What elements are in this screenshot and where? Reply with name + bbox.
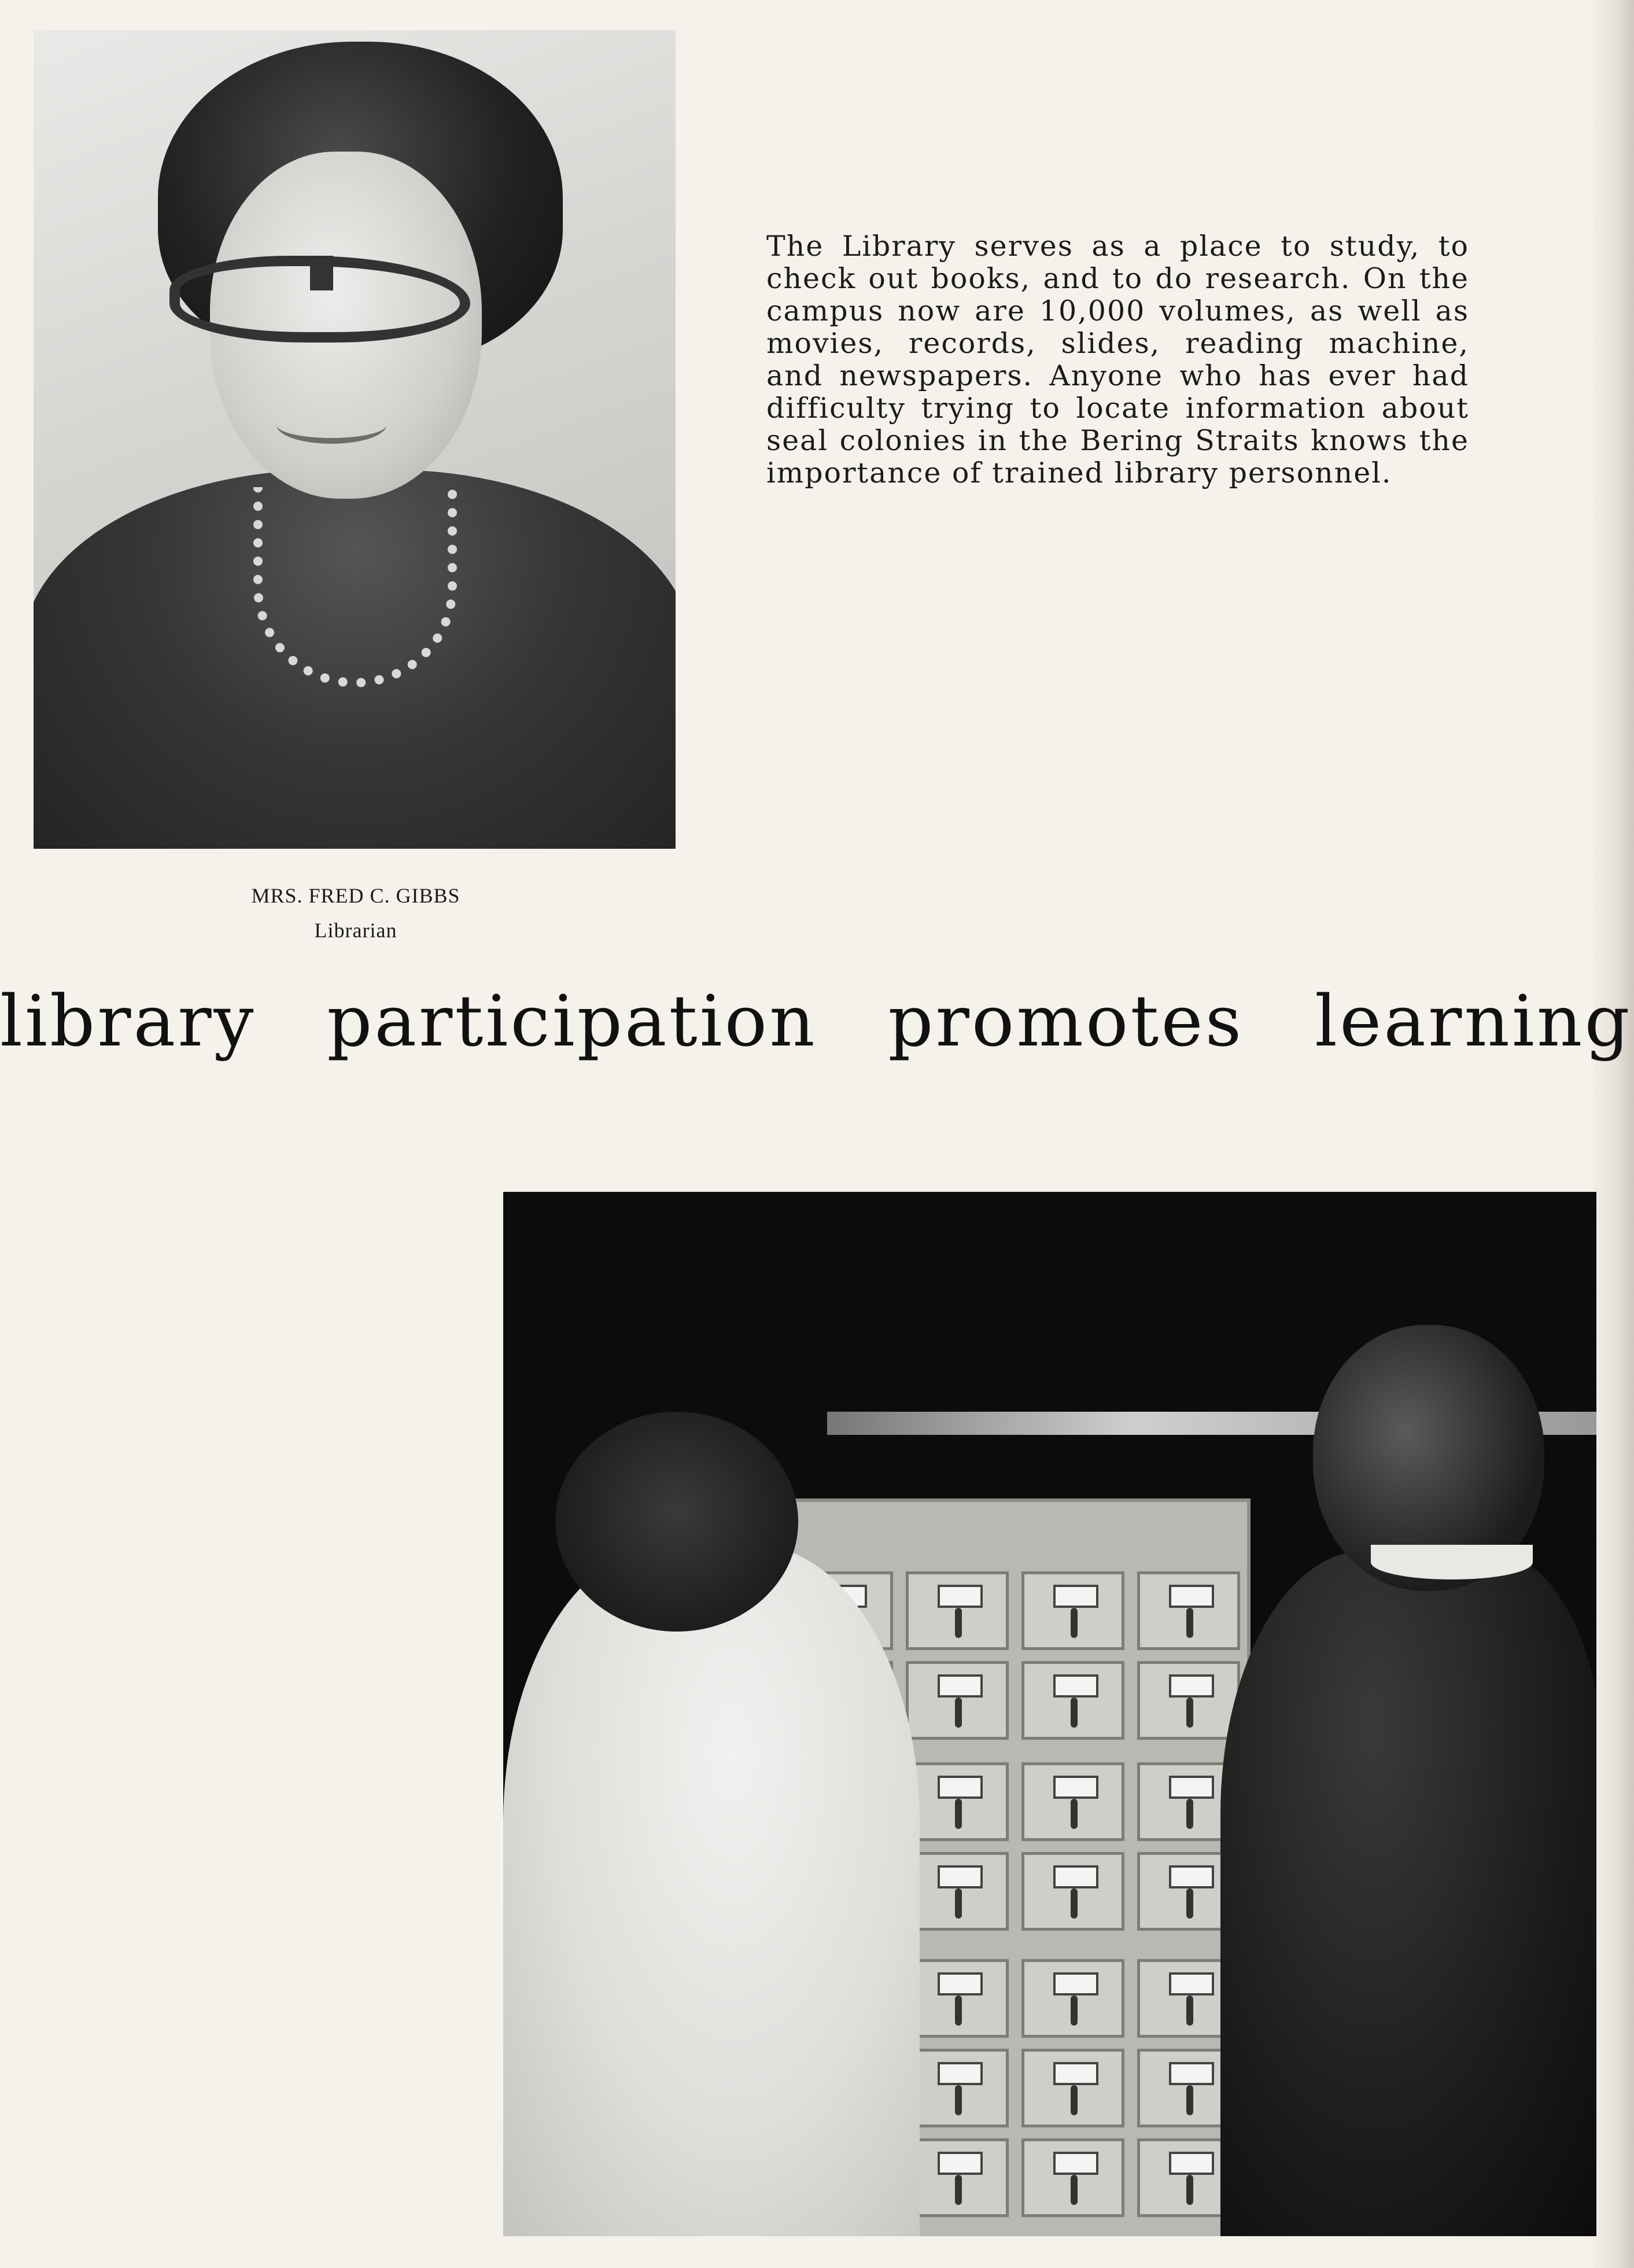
portrait-pearl-necklace — [253, 487, 457, 687]
catalog-drawer — [906, 1762, 1009, 1841]
student-right-figure — [1220, 1551, 1596, 2236]
catalog-drawer — [1021, 2138, 1124, 2217]
catalog-drawer — [1021, 1959, 1124, 2038]
librarian-portrait-photo — [34, 30, 676, 849]
catalog-drawer — [1021, 1852, 1124, 1931]
catalog-drawer — [1021, 1762, 1124, 1841]
student-left-head — [555, 1412, 798, 1632]
catalog-drawer — [1021, 1571, 1124, 1650]
caption-title: Librarian — [314, 919, 397, 942]
catalog-drawer — [906, 1852, 1009, 1931]
card-catalog-photo — [503, 1192, 1596, 2236]
student-left-figure — [503, 1545, 920, 2236]
catalog-drawer — [906, 2138, 1009, 2217]
student-right-collar — [1371, 1545, 1533, 1580]
catalog-drawer — [1137, 1571, 1240, 1650]
page-headline: library participation promotes learning — [0, 980, 1632, 1062]
catalog-drawer — [906, 2049, 1009, 2127]
catalog-drawer — [1021, 1661, 1124, 1740]
library-description-text: The Library serves as a place to study, to check out books, and to do research. On the campus now are 10,000 volumes, as well as movies, records, slides, reading machine, and newspapers. Anyone who has ever had difficulty trying to locate information about seal colonies in the Bering Straits knows the importance of trained library personnel. — [766, 230, 1469, 489]
caption-name: MRS. FRED C. GIBBS — [251, 884, 460, 907]
catalog-drawer — [906, 1571, 1009, 1650]
page-edge-shadow — [1594, 0, 1634, 2268]
catalog-drawer — [906, 1959, 1009, 2038]
catalog-drawer — [1021, 2049, 1124, 2127]
catalog-drawer — [906, 1661, 1009, 1740]
portrait-caption — [168, 878, 544, 948]
portrait-smile — [276, 406, 386, 444]
catalog-drawer — [1137, 1661, 1240, 1740]
